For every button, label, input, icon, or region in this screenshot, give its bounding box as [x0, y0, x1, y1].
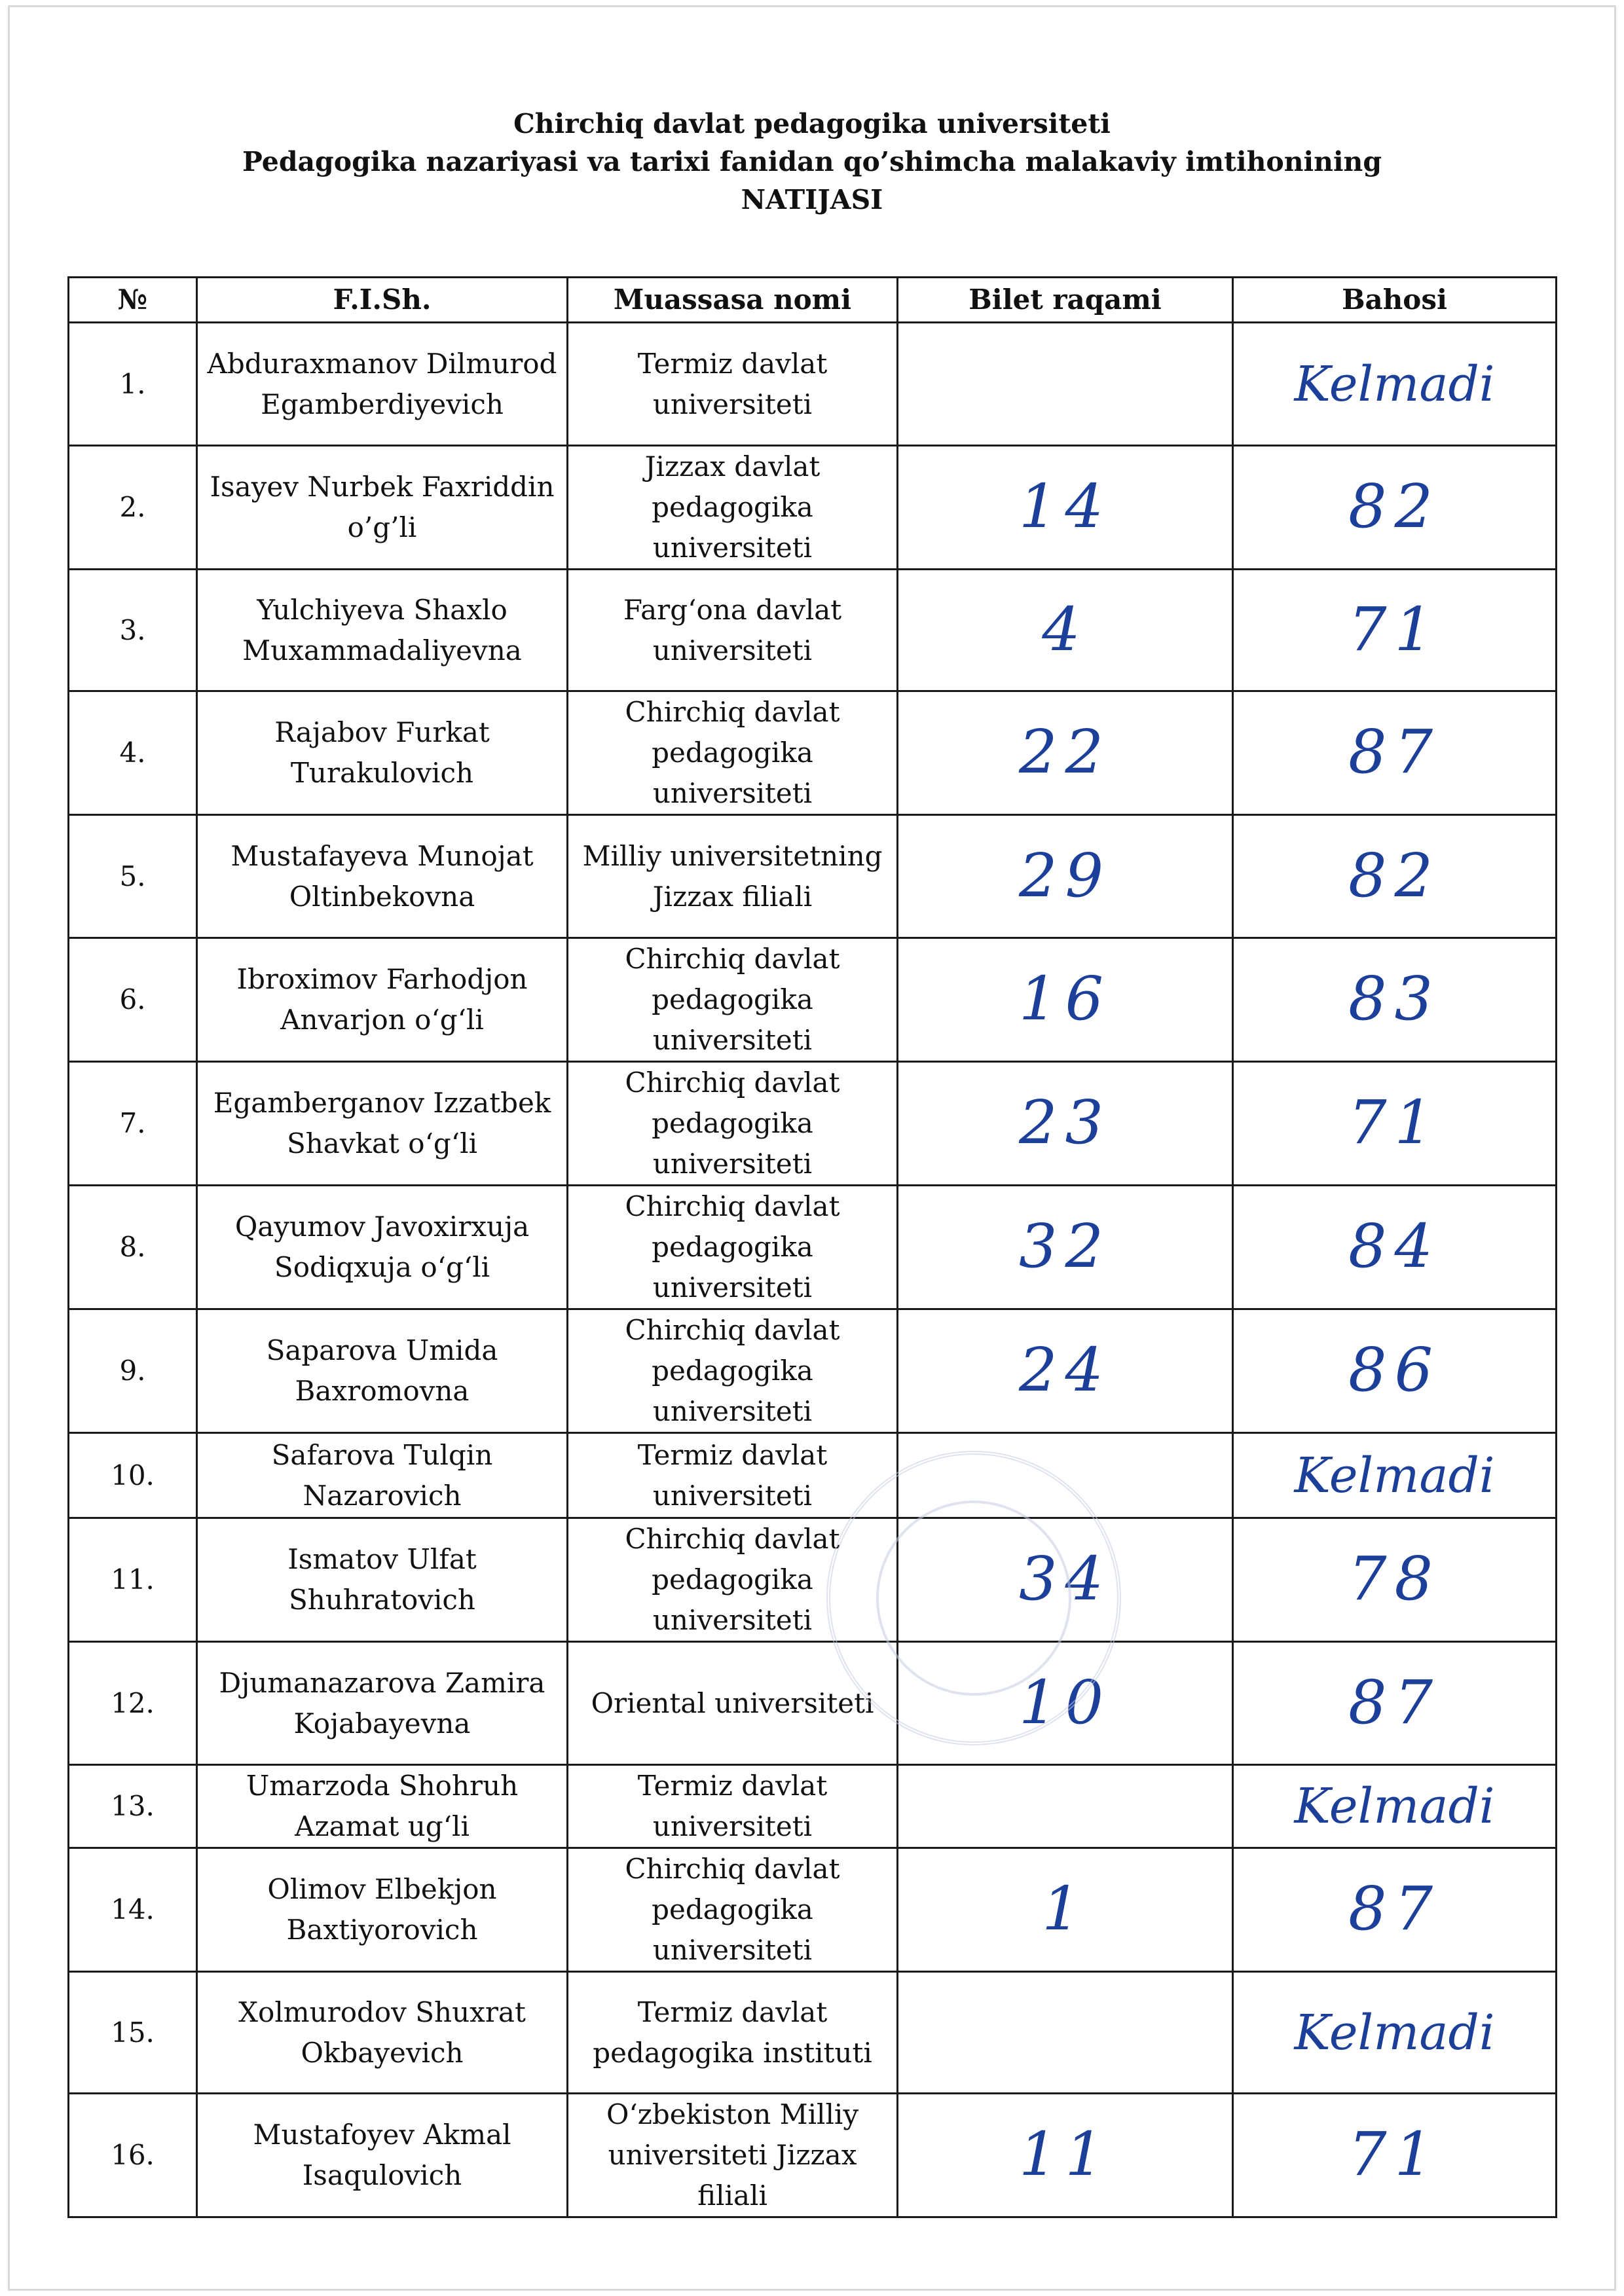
grade-cell: [1233, 815, 1557, 938]
institution-name: Chirchiq davlat pedagogika universiteti: [625, 1523, 840, 1636]
column-header-grade: Bahosi: [1233, 278, 1557, 323]
participant-name-cell: [197, 938, 568, 1062]
participant-name: Saparova Umida Baxromovna: [266, 1334, 498, 1407]
ticket-number: 32: [1018, 1211, 1112, 1281]
institution-name-cell: [568, 938, 898, 1062]
grade-cell: [1233, 446, 1557, 570]
header-subject: Pedagogika nazariyasi va tarixi fanidan qo’shimcha malakaviy imtihonining: [242, 146, 1382, 177]
ticket-number: 1: [1042, 1874, 1088, 1944]
participant-name: Qayumov Javoxirxuja Sodiqxuja o‘g‘li: [234, 1211, 530, 1283]
grade: 78: [1348, 1544, 1441, 1614]
grade-cell: [1233, 1518, 1557, 1642]
row-number: 13.: [111, 1790, 155, 1822]
participant-name-cell: [197, 1972, 568, 2094]
participant-name: Ibroximov Farhodjon Anvarjon o‘g‘li: [236, 963, 528, 1036]
row-number-cell: [69, 1062, 197, 1186]
institution-name-cell: [568, 1062, 898, 1186]
grade: 84: [1348, 1211, 1441, 1281]
institution-name: Termiz davlat universiteti: [637, 347, 828, 420]
ticket-number: 10: [1018, 1667, 1112, 1738]
grade: 71: [1348, 594, 1441, 665]
institution-name: Chirchiq davlat pedagogika universiteti: [625, 1853, 840, 1966]
participant-name-cell: [197, 323, 568, 446]
row-number-cell: [69, 815, 197, 938]
institution-name-cell: [568, 1765, 898, 1848]
row-number-cell: [69, 446, 197, 570]
institution-name: Jizzax davlat pedagogika universiteti: [644, 450, 821, 564]
grade-cell: [1233, 691, 1557, 815]
participant-name-cell: [197, 570, 568, 691]
institution-name: Termiz davlat universiteti: [637, 1770, 828, 1842]
participant-name-cell: [197, 1309, 568, 1433]
column-header-ticket: Bilet raqami: [898, 278, 1233, 323]
row-number-cell: [69, 570, 197, 691]
institution-name: Chirchiq davlat pedagogika universiteti: [625, 1190, 840, 1303]
table-row: [69, 1972, 1557, 2094]
grade-cell: [1233, 1642, 1557, 1765]
grade: 82: [1348, 840, 1441, 911]
row-number-cell: [69, 938, 197, 1062]
grade: 83: [1348, 964, 1441, 1034]
table-row: [69, 1309, 1557, 1433]
ticket-number-cell: [898, 323, 1233, 446]
ticket-number-cell: [898, 1062, 1233, 1186]
table-row: [69, 1765, 1557, 1848]
table-row: [69, 1062, 1557, 1186]
participant-name: Abduraxmanov Dilmurod Egamberdiyevich: [207, 347, 557, 420]
institution-name-cell: [568, 1642, 898, 1765]
row-number-cell: [69, 1186, 197, 1309]
institution-name: Chirchiq davlat pedagogika universiteti: [625, 943, 840, 1056]
row-number: 6.: [119, 983, 146, 1015]
table-row: [69, 1518, 1557, 1642]
grade: Kelmadi: [1294, 2004, 1495, 2061]
participant-name: Egamberganov Izzatbek Shavkat o‘g‘li: [213, 1087, 551, 1159]
participant-name-cell: [197, 815, 568, 938]
grade-cell: [1233, 1186, 1557, 1309]
ticket-number: 24: [1018, 1335, 1112, 1405]
ticket-number-cell: [898, 446, 1233, 570]
ticket-number-cell: [898, 1309, 1233, 1433]
row-number: 16.: [111, 2139, 155, 2171]
institution-name-cell: [568, 1848, 898, 1972]
row-number-cell: [69, 1433, 197, 1518]
table-row: [69, 323, 1557, 446]
grade-cell: [1233, 1765, 1557, 1848]
ticket-number-cell: [898, 1518, 1233, 1642]
row-number: 8.: [119, 1231, 146, 1263]
row-number: 12.: [111, 1686, 155, 1719]
grade-cell: [1233, 938, 1557, 1062]
grade: 87: [1348, 717, 1441, 787]
institution-name: O‘zbekiston Milliy universiteti Jizzax filiali: [606, 2098, 859, 2212]
grade: 71: [1348, 1087, 1441, 1157]
institution-name-cell: [568, 1309, 898, 1433]
ticket-number-cell: [898, 2094, 1233, 2217]
header-title: NATIJASI: [741, 184, 883, 215]
participant-name-cell: [197, 1062, 568, 1186]
column-header-name: F.I.Sh.: [197, 278, 568, 323]
institution-name: Farg‘ona davlat universiteti: [623, 593, 842, 666]
participant-name-cell: [197, 1518, 568, 1642]
institution-name-cell: [568, 815, 898, 938]
ticket-number-cell: [898, 1433, 1233, 1518]
institution-name-cell: [568, 2094, 898, 2217]
ticket-number-cell: [898, 1848, 1233, 1972]
row-number: 2.: [119, 491, 146, 523]
column-header-number: №: [69, 278, 197, 323]
institution-name-cell: [568, 1186, 898, 1309]
ticket-number-cell: [898, 1765, 1233, 1848]
row-number: 3.: [119, 613, 146, 646]
participant-name-cell: [197, 1848, 568, 1972]
institution-name-cell: [568, 691, 898, 815]
table-row: [69, 691, 1557, 815]
row-number: 15.: [111, 2016, 155, 2049]
participant-name: Isayev Nurbek Faxriddin o’g’li: [210, 471, 555, 543]
participant-name: Yulchiyeva Shaxlo Muxammadaliyevna: [242, 593, 522, 666]
ticket-number-cell: [898, 1972, 1233, 2094]
ticket-number-cell: [898, 691, 1233, 815]
ticket-number-cell: [898, 938, 1233, 1062]
grade: 87: [1348, 1874, 1441, 1944]
participant-name: Ismatov Ulfat Shuhratovich: [287, 1543, 477, 1616]
row-number-cell: [69, 323, 197, 446]
ticket-number: 4: [1042, 594, 1088, 665]
row-number-cell: [69, 1972, 197, 2094]
ticket-number: 16: [1018, 964, 1112, 1034]
ticket-number: 22: [1018, 717, 1112, 787]
row-number-cell: [69, 2094, 197, 2217]
row-number-cell: [69, 1848, 197, 1972]
participant-name-cell: [197, 446, 568, 570]
table-header-row: [69, 278, 1557, 323]
institution-name: Chirchiq davlat pedagogika universiteti: [625, 1314, 840, 1427]
table-row: [69, 446, 1557, 570]
row-number: 1.: [119, 367, 146, 400]
institution-name: Chirchiq davlat pedagogika universiteti: [625, 696, 840, 809]
grade-cell: [1233, 2094, 1557, 2217]
ticket-number-cell: [898, 815, 1233, 938]
participant-name-cell: [197, 1642, 568, 1765]
grade-cell: [1233, 1848, 1557, 1972]
table-row: [69, 1642, 1557, 1765]
institution-name: Termiz davlat universiteti: [637, 1438, 828, 1512]
institution-name: Termiz davlat pedagogika instituti: [593, 1995, 872, 2069]
row-number: 10.: [111, 1459, 155, 1491]
row-number: 9.: [119, 1355, 146, 1387]
grade-cell: [1233, 1309, 1557, 1433]
ticket-number-cell: [898, 1186, 1233, 1309]
participant-name-cell: [197, 691, 568, 815]
participant-name: Rajabov Furkat Turakulovich: [274, 716, 490, 789]
ticket-number-cell: [898, 570, 1233, 691]
column-header-institution: Muassasa nomi: [568, 278, 898, 323]
table-row: [69, 2094, 1557, 2217]
institution-name-cell: [568, 1518, 898, 1642]
grade-cell: [1233, 1972, 1557, 2094]
grade: Kelmadi: [1294, 1447, 1495, 1504]
table-row: [69, 938, 1557, 1062]
row-number: 14.: [111, 1893, 155, 1925]
row-number: 7.: [119, 1107, 146, 1139]
institution-name-cell: [568, 446, 898, 570]
grade-cell: [1233, 323, 1557, 446]
ticket-number: 11: [1018, 2119, 1112, 2189]
institution-name-cell: [568, 1433, 898, 1518]
row-number-cell: [69, 691, 197, 815]
institution-name: Milliy universitetning Jizzax filiali: [582, 839, 883, 913]
grade: 71: [1348, 2119, 1441, 2189]
participant-name: Mustafoyev Akmal Isaqulovich: [253, 2119, 511, 2191]
institution-name: Chirchiq davlat pedagogika universiteti: [625, 1066, 840, 1180]
ticket-number: 34: [1018, 1544, 1112, 1614]
participant-name: Mustafayeva Munojat Oltinbekovna: [231, 839, 534, 913]
row-number: 4.: [119, 737, 146, 769]
grade: Kelmadi: [1294, 1778, 1495, 1834]
grade-cell: [1233, 570, 1557, 691]
ticket-number-cell: [898, 1642, 1233, 1765]
header-university: Chirchiq davlat pedagogika universiteti: [513, 108, 1111, 139]
table-row: [69, 815, 1557, 938]
institution-name-cell: [568, 323, 898, 446]
ticket-number: 23: [1018, 1087, 1112, 1157]
table-row: [69, 1433, 1557, 1518]
row-number: 11.: [111, 1563, 155, 1595]
grade: 82: [1348, 471, 1441, 541]
participant-name: Umarzoda Shohruh Azamat ug‘li: [246, 1770, 519, 1842]
institution-name: Oriental universiteti: [591, 1686, 874, 1719]
institution-name-cell: [568, 1972, 898, 2094]
table-body: [69, 323, 1557, 2217]
ticket-number: 29: [1018, 840, 1112, 911]
row-number-cell: [69, 1309, 197, 1433]
institution-name-cell: [568, 570, 898, 691]
ticket-number: 14: [1018, 471, 1112, 541]
table-row: [69, 1186, 1557, 1309]
grade: 86: [1348, 1335, 1441, 1405]
participant-name: Safarova Tulqin Nazarovich: [271, 1438, 493, 1512]
row-number-cell: [69, 1518, 197, 1642]
participant-name-cell: [197, 1186, 568, 1309]
participant-name: Olimov Elbekjon Baxtiyorovich: [267, 1873, 497, 1946]
results-table: [67, 276, 1557, 2218]
participant-name-cell: [197, 2094, 568, 2217]
table-row: [69, 1848, 1557, 1972]
grade-cell: [1233, 1433, 1557, 1518]
row-number: 5.: [119, 860, 146, 892]
table-row: [69, 570, 1557, 691]
document-header: [0, 105, 1624, 219]
row-number-cell: [69, 1765, 197, 1848]
grade-cell: [1233, 1062, 1557, 1186]
grade: 87: [1348, 1667, 1441, 1738]
participant-name: Xolmurodov Shuxrat Okbayevich: [238, 1995, 526, 2069]
row-number-cell: [69, 1642, 197, 1765]
participant-name-cell: [197, 1433, 568, 1518]
grade: Kelmadi: [1294, 355, 1495, 412]
participant-name-cell: [197, 1765, 568, 1848]
participant-name: Djumanazarova Zamira Kojabayevna: [219, 1666, 545, 1740]
